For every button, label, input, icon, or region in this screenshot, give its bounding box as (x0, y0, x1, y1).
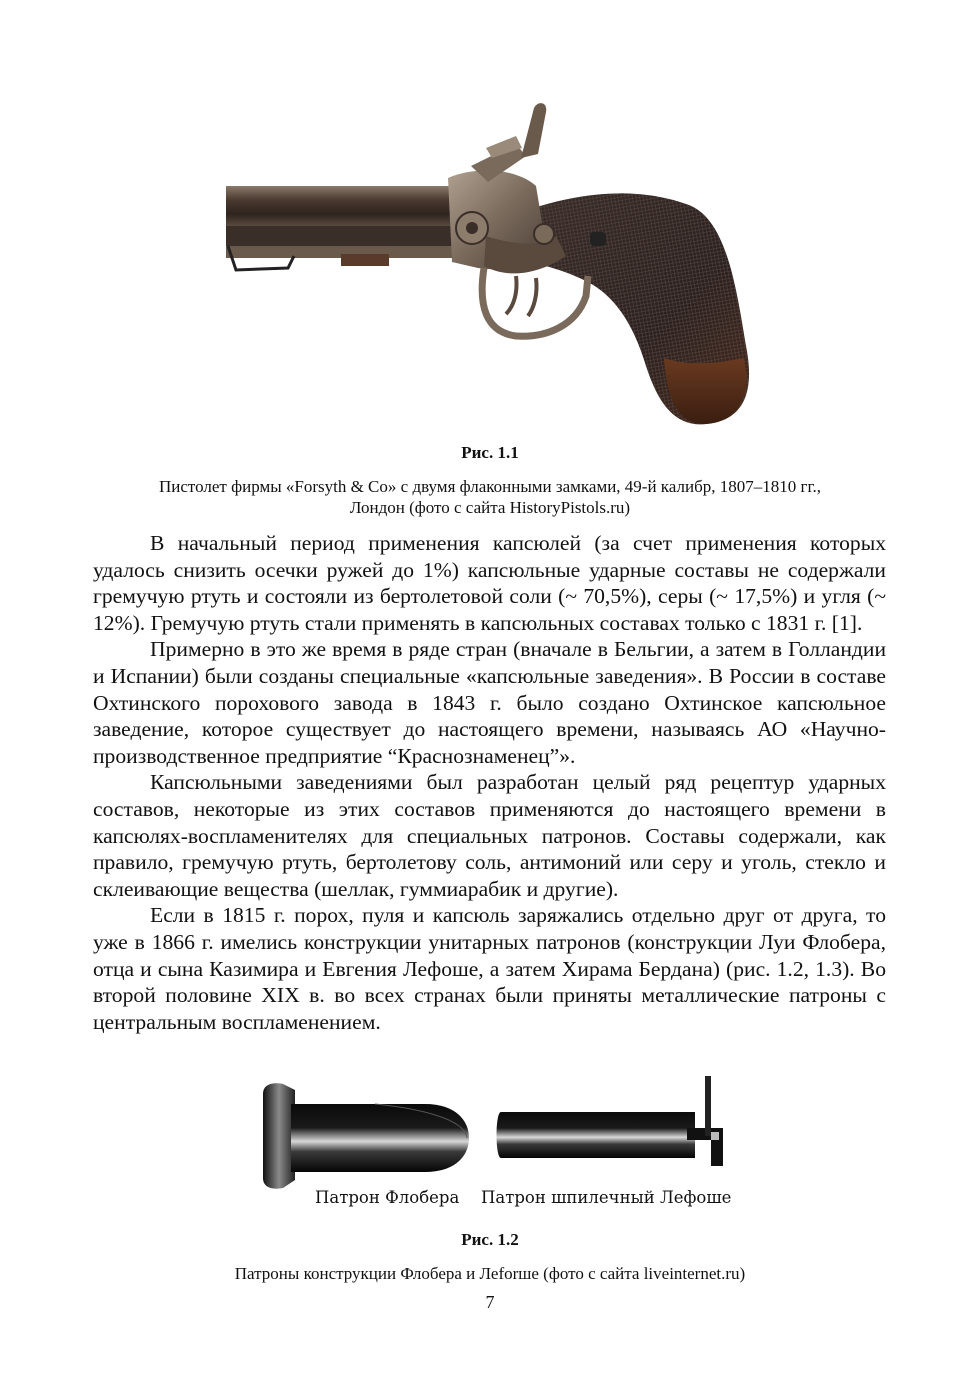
figure-1-caption-line2: Лондон (фото с сайта HistoryPistols.ru) (349, 498, 631, 517)
figure-1-caption-line1: Пистолет фирмы «Forsyth & Co» с двумя флаконными замками, 49-й калибр, 1807–1810 гг., (158, 477, 822, 496)
page-number: 7 (485, 1292, 495, 1312)
figure-2-caption: Патроны конструкции Флобера и Леforше (фото с сайта liveinternet.ru) (234, 1264, 746, 1283)
paragraph: Капсюльными заведениями был разработан целый ряд рецептур ударных составов, некоторые из этих составов применяются до настоящего времени в капсюлях-воспламенителях для специальных патронов. Составы содержали, как правило, гремучую ртуть, бертолетову соль, антимоний или серу и уголь, стекло и склеивающие вещества (шеллак, гуммиарабик и другие). (93, 770, 886, 901)
pistol-image (216, 96, 762, 434)
main-text (93, 530, 886, 1035)
cartridges-image (255, 1076, 735, 1206)
figure-1-label: Рис. 1.1 (461, 443, 519, 462)
paragraph: Примерно в это же время в ряде стран (вначале в Бельгии, а затем в Голландии и Испании) были созданы специальные «капсюльные заведения». В России в составе Охтинского порохового завода в 1843 г. было создано Охтинское капсюльное заведение, которое существует до настоящего времени, называясь АО «Научно-производственное предприятие “Краснознаменец”». (93, 637, 886, 768)
figure-1-caption (92, 476, 888, 518)
lefaucheux-label: Патрон шпилечный Лефоше (481, 1188, 732, 1207)
paragraph: В начальный период применения капсюлей (за счет применения которых удалось снизить осечки ружей до 1%) капсюльные ударные составы не содержали гремучую ртуть и состояли из бертолетовой соли (~ 70,5%), серы (~ 17,5%) и угля (~ 12%). Гремучую ртуть стали применять в капсюльных составах только с 1831 г. [1]. (93, 531, 886, 635)
figure-2-label: Рис. 1.2 (461, 1230, 519, 1249)
paragraph: Если в 1815 г. порох, пуля и капсюль заряжались отдельно друг от друга, то уже в 1866 г. имелись конструкции унитарных патронов (конструкции Луи Флобера, отца и сына Казимира и Евгения Лефоше, а затем Хирама Бердана) (рис. 1.2, 1.3). Во второй половине XIX в. во всех странах были приняты металлические патроны с центральным воспламенением. (93, 903, 886, 1034)
flobert-label: Патрон Флобера (315, 1188, 460, 1207)
